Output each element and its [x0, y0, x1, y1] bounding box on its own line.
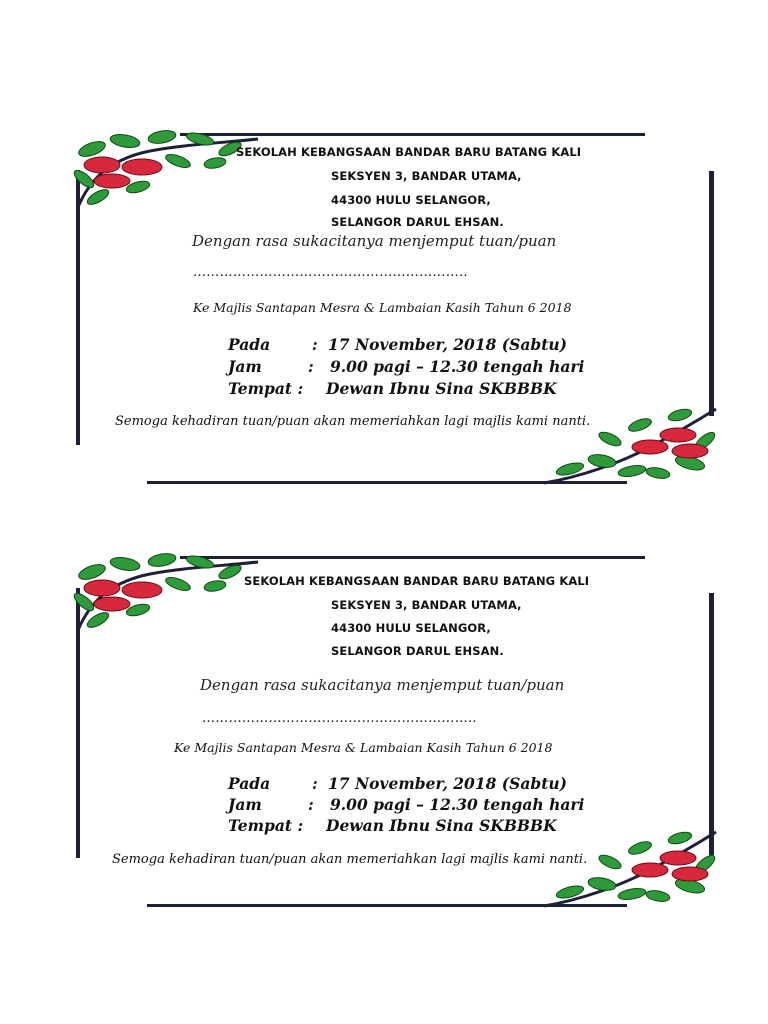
invite-text: Dengan rasa sukacitanya menjemput tuan/puan: [192, 232, 557, 250]
address-line-2: 44300 HULU SELANGOR,: [331, 193, 491, 207]
closing-text: Semoga kehadiran tuan/puan akan memeriahkan lagi majlis kami nanti.: [115, 414, 591, 429]
date-value: 17 November, 2018 (Sabtu): [328, 335, 567, 354]
time-label: Jam: [228, 357, 262, 376]
address-line-3: SELANGOR DARUL EHSAN.: [331, 644, 504, 658]
date-value: 17 November, 2018 (Sabtu): [328, 774, 567, 793]
left-border-line: [76, 170, 80, 445]
berry-spray-top-left-icon: [70, 129, 260, 209]
berry-spray-bottom-right-icon: [540, 830, 720, 908]
school-name: SEKOLAH KEBANGSAAN BANDAR BARU BATANG KALI: [236, 145, 582, 159]
invitation-card-2: [0, 548, 768, 908]
right-border-line: [709, 593, 714, 855]
invitation-card-1: [0, 125, 768, 485]
right-border-line: [709, 171, 714, 416]
school-name: SEKOLAH KEBANGSAAN BANDAR BARU BATANG KALI: [244, 574, 590, 588]
place-label: Tempat :: [228, 379, 304, 398]
event-title: Ke Majlis Santapan Mesra & Lambaian Kasih Tahun 6 2018: [193, 300, 572, 315]
place-value: Dewan Ibnu Sina SKBBBK: [326, 379, 557, 398]
invite-text: Dengan rasa sukacitanya menjemput tuan/puan: [200, 676, 565, 694]
address-line-3: SELANGOR DARUL EHSAN.: [331, 215, 504, 229]
place-label: Tempat :: [228, 816, 304, 835]
guest-name-blank: ……………………………………………………..: [202, 711, 477, 726]
event-title: Ke Majlis Santapan Mesra & Lambaian Kasih Tahun 6 2018: [174, 740, 553, 755]
time-label: Jam: [228, 795, 262, 814]
address-line-2: 44300 HULU SELANGOR,: [331, 621, 491, 635]
closing-text: Semoga kehadiran tuan/puan akan memeriahkan lagi majlis kami nanti.: [112, 852, 588, 867]
date-colon: :: [312, 335, 318, 354]
address-line-1: SEKSYEN 3, BANDAR UTAMA,: [331, 169, 522, 183]
date-colon: :: [312, 774, 318, 793]
time-colon: :: [308, 357, 314, 376]
time-value: 9.00 pagi – 12.30 tengah hari: [330, 795, 585, 814]
berry-spray-top-left-icon: [70, 552, 260, 632]
guest-name-blank: ……………………………………………………..: [193, 265, 468, 280]
place-value: Dewan Ibnu Sina SKBBBK: [326, 816, 557, 835]
date-label: Pada: [228, 774, 271, 793]
time-value: 9.00 pagi – 12.30 tengah hari: [330, 357, 585, 376]
date-label: Pada: [228, 335, 271, 354]
address-line-1: SEKSYEN 3, BANDAR UTAMA,: [331, 598, 522, 612]
time-colon: :: [308, 795, 314, 814]
